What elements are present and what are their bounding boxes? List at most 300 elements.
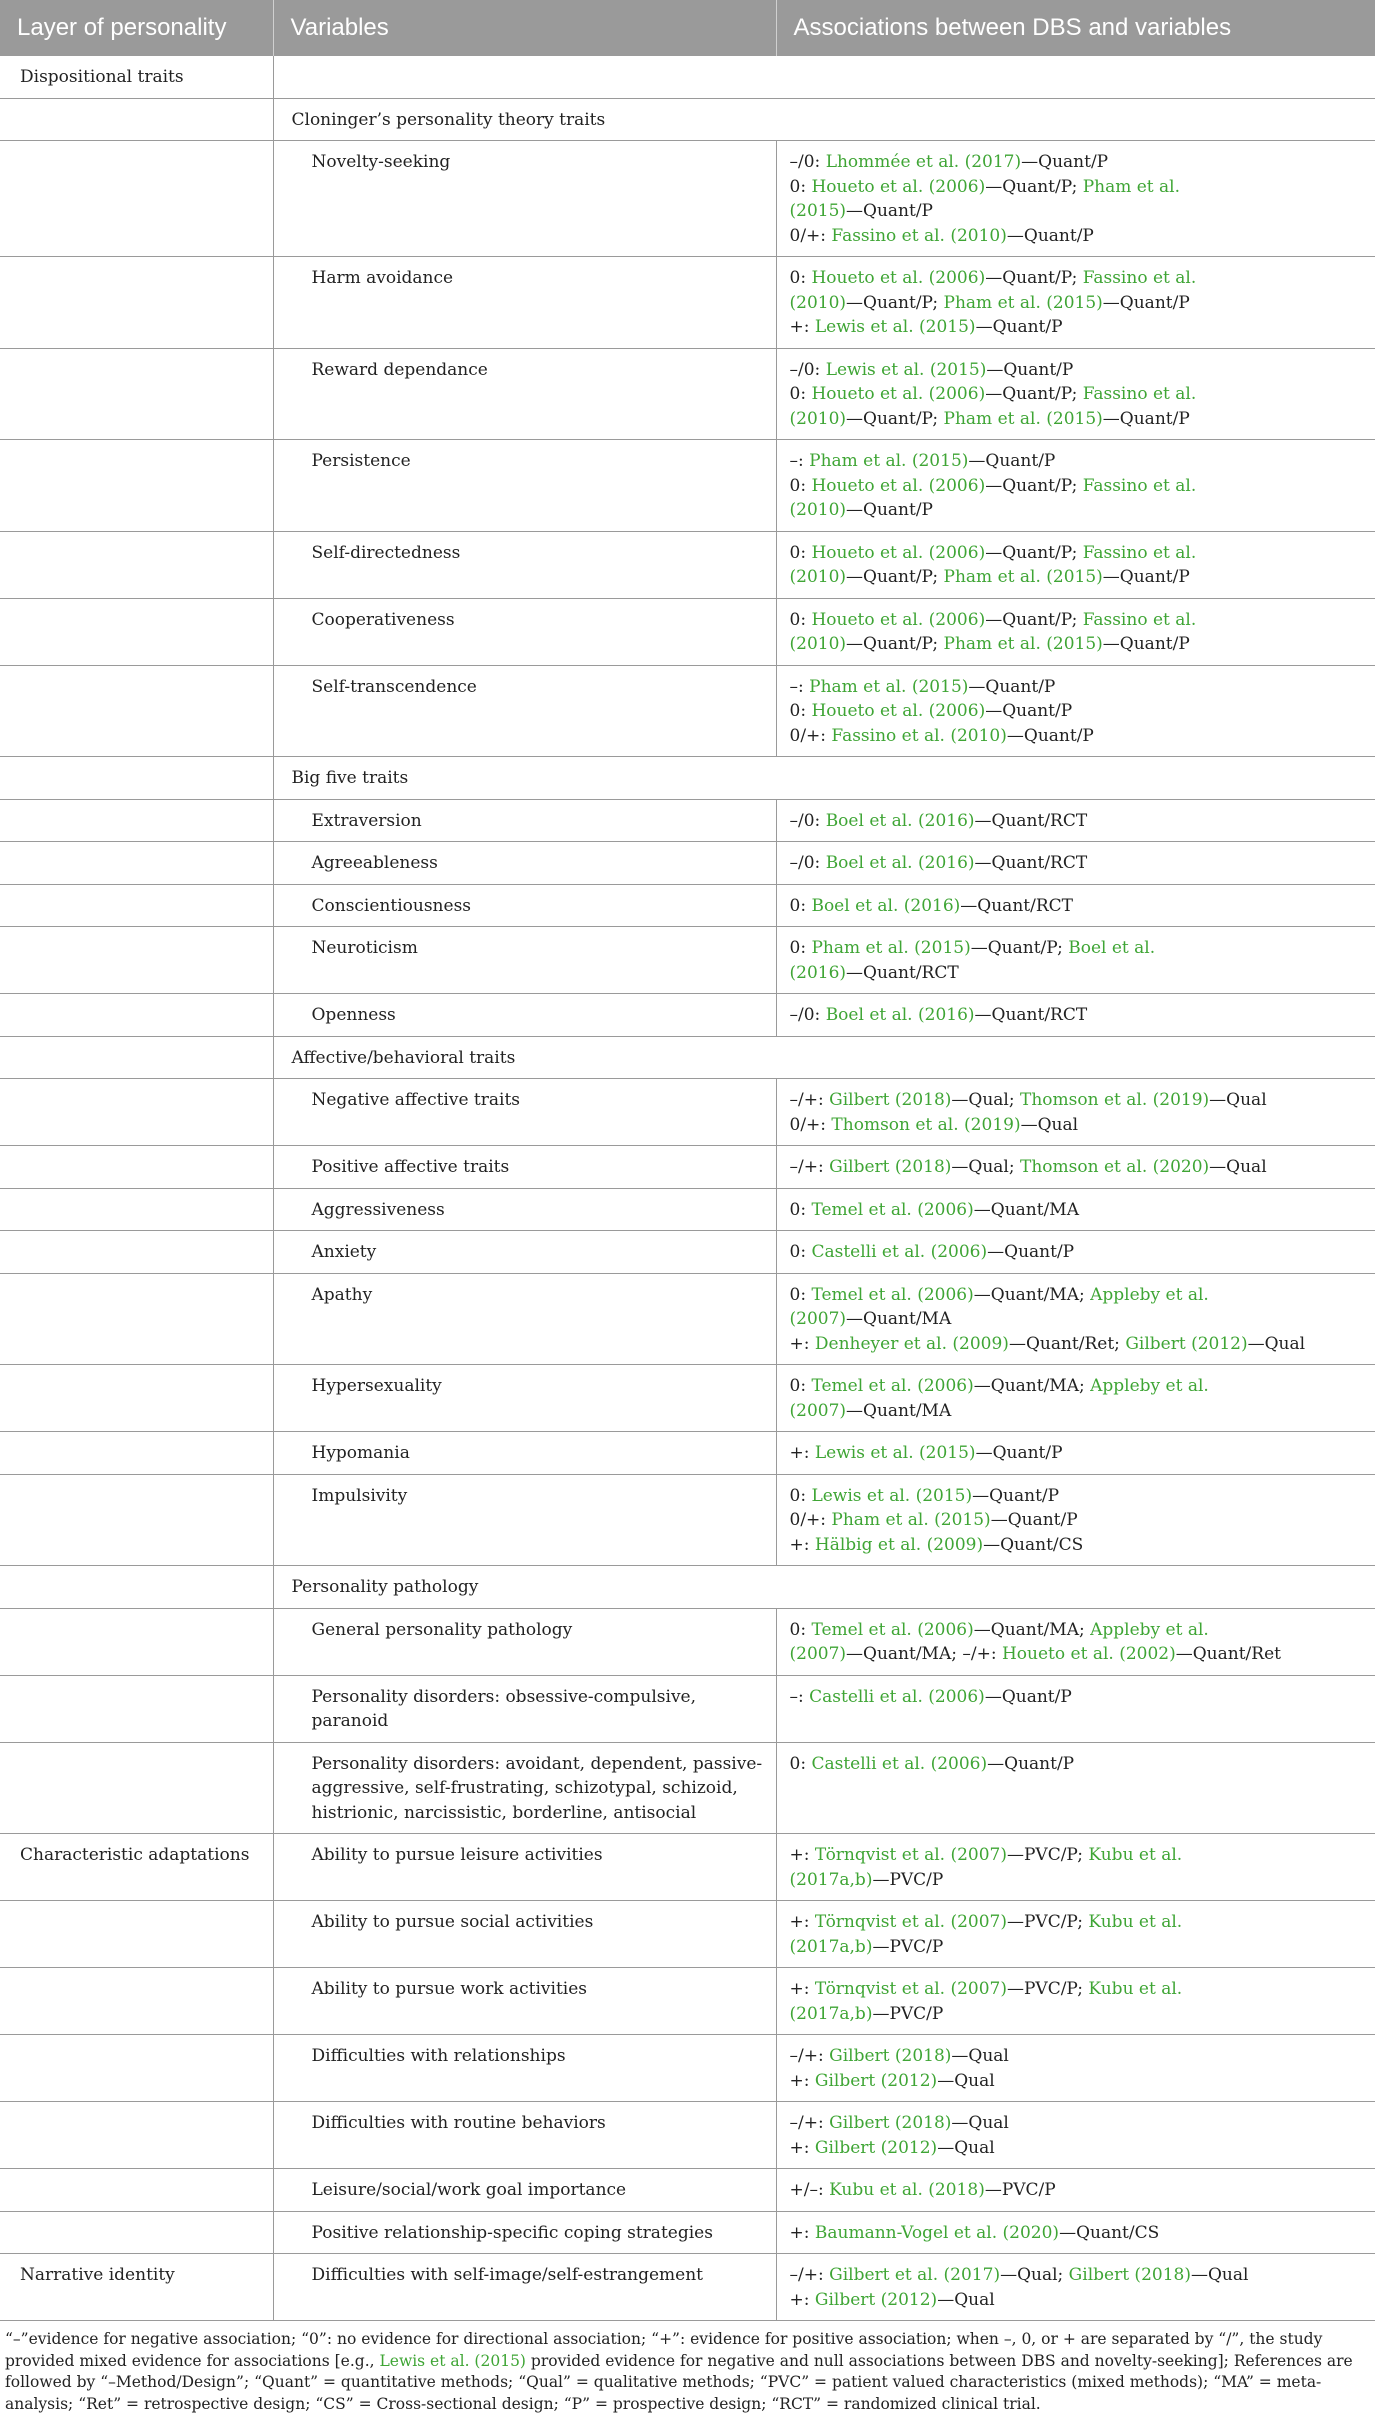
variable-cell: Extraversion <box>273 799 776 842</box>
variable-cell: Agreeableness <box>273 842 776 885</box>
citation-link[interactable]: (2017a,b) <box>789 1936 873 1957</box>
association-cell <box>776 2035 1375 2102</box>
association-line <box>790 150 1366 175</box>
association-cell <box>776 1231 1375 1274</box>
association-text: —Quant/RCT <box>960 895 1073 916</box>
association-text: —PVC/P <box>872 1936 944 1957</box>
association-text: —Quant/P <box>987 1242 1075 1262</box>
association-line <box>790 1113 1366 1138</box>
citation-link[interactable]: Castelli et al. (2006) <box>809 1686 985 1707</box>
table-row <box>0 799 1375 842</box>
association-text: —Quant/P <box>1102 408 1190 429</box>
association-text: —Qual <box>937 2289 995 2310</box>
association-line <box>790 1332 1366 1357</box>
table-row <box>0 2035 1375 2102</box>
table-row <box>0 1231 1375 1274</box>
citation-link[interactable]: Lewis et al. (2015) <box>814 1443 976 1463</box>
association-text: —Quant/P <box>846 201 933 221</box>
association-text: +: <box>789 2289 815 2310</box>
layer-cell <box>0 1608 273 1675</box>
layer-cell <box>0 531 273 598</box>
association-text: —Quant/Ret; <box>1008 1333 1126 1354</box>
association-text: +: <box>789 2222 815 2243</box>
variable-cell: Ability to pursue leisure activities <box>273 1834 776 1901</box>
association-line <box>790 498 1366 523</box>
citation-link[interactable]: Kubu et al. <box>1088 1912 1183 1932</box>
variable-cell: Hypersexuality <box>273 1365 776 1432</box>
table-row <box>0 2211 1375 2254</box>
citation-link[interactable]: (2017a,b) <box>789 2003 873 2024</box>
citation-link[interactable]: Houeto et al. (2006) <box>811 609 986 630</box>
association-text: —Quant/MA; <box>973 1619 1091 1640</box>
variable-cell: Self-directedness <box>273 531 776 598</box>
citation-link[interactable]: Boel et al. (2016) <box>825 810 975 831</box>
association-cell <box>776 1079 1375 1146</box>
association-line <box>790 407 1366 432</box>
layer-cell: Dispositional traits <box>0 56 273 99</box>
citation-link[interactable]: (2016) <box>789 962 847 983</box>
table-row <box>0 56 1375 99</box>
association-text: —Qual <box>1247 1333 1306 1354</box>
association-cell <box>776 1365 1375 1432</box>
association-line <box>790 2044 1366 2069</box>
association-line <box>790 1642 1366 1667</box>
citation-link[interactable]: Fassino et al. <box>1082 609 1197 630</box>
association-line <box>790 382 1366 407</box>
citation-link[interactable]: Houeto et al. (2006) <box>811 268 986 288</box>
citation-link[interactable]: Houeto et al. (2006) <box>811 542 986 563</box>
association-line <box>790 632 1366 657</box>
table-row <box>0 98 1375 141</box>
association-text: —Qual; <box>951 1157 1020 1177</box>
table-row <box>0 1188 1375 1231</box>
citation-link[interactable]: Törnqvist et al. (2007) <box>814 1845 1007 1865</box>
association-text: 0/+: <box>789 225 832 246</box>
citation-link[interactable]: Thomson et al. (2019) <box>1020 1090 1210 1110</box>
association-text: 0: <box>789 1753 812 1774</box>
association-cell <box>776 1608 1375 1675</box>
citation-link[interactable]: Kubu et al. (2018) <box>829 2180 985 2200</box>
citation-link[interactable]: (2010) <box>789 408 847 429</box>
citation-link[interactable]: Fassino et al. <box>1082 384 1197 404</box>
association-line <box>790 291 1366 316</box>
layer-cell <box>0 757 273 800</box>
layer-cell <box>0 348 273 440</box>
association-line <box>790 1155 1366 1180</box>
association-text: —Quant/P <box>1102 292 1190 313</box>
variable-cell: Leisure/social/work goal importance <box>273 2169 776 2212</box>
citation-link[interactable]: (2010) <box>789 567 847 587</box>
citation-link[interactable]: Fassino et al. <box>1082 542 1197 563</box>
association-text: 0: <box>789 268 812 288</box>
association-text: —Quant/Ret <box>1175 1644 1281 1664</box>
layer-cell <box>0 598 273 665</box>
table-header-row <box>0 0 1375 56</box>
citation-link[interactable]: Kubu et al. <box>1088 1845 1183 1865</box>
association-line <box>790 1843 1366 1868</box>
table-row <box>0 1273 1375 1365</box>
layer-cell: Narrative identity <box>0 2254 273 2321</box>
citation-link[interactable]: Pham et al. (2015) <box>943 292 1103 313</box>
citation-link[interactable]: Appleby et al. <box>1090 1284 1209 1305</box>
association-text: +: <box>789 1845 815 1865</box>
citation-link[interactable]: (2007) <box>789 1400 847 1421</box>
association-line <box>790 724 1366 749</box>
table-row <box>0 1901 1375 1968</box>
citation-link[interactable]: Törnqvist et al. (2007) <box>814 1912 1007 1932</box>
layer-cell <box>0 1231 273 1274</box>
association-text: —Qual; <box>1000 2265 1069 2285</box>
association-text: –/0: <box>789 152 826 172</box>
citation-link[interactable]: Gilbert (2012) <box>1125 1333 1248 1354</box>
association-text: —Quant/P; <box>846 408 944 429</box>
association-line <box>790 199 1366 224</box>
layer-cell <box>0 842 273 885</box>
citation-link[interactable]: Pham et al. (2015) <box>943 634 1103 654</box>
association-text: –/+: <box>789 2046 830 2066</box>
association-text: –: <box>789 676 810 697</box>
citation-link[interactable]: Pham et al. (2015) <box>809 451 969 471</box>
table-row <box>0 257 1375 349</box>
association-line <box>790 851 1366 876</box>
layer-cell <box>0 1901 273 1968</box>
citation-link[interactable]: (2010) <box>789 634 847 654</box>
association-text: —Qual <box>1020 1114 1079 1135</box>
citation-link[interactable]: (2010) <box>789 500 847 520</box>
citation-link[interactable]: Lewis et al. (2015) <box>811 1485 973 1506</box>
association-text: +: <box>789 1333 815 1354</box>
citation-link[interactable]: Kubu et al. <box>1088 1979 1183 1999</box>
association-line <box>790 1533 1366 1558</box>
variable-cell: Persistence <box>273 440 776 532</box>
citation-link[interactable]: Gilbert (2018) <box>1068 2265 1191 2285</box>
layer-cell <box>0 1432 273 1475</box>
citation-link[interactable]: Temel et al. (2006) <box>811 1284 974 1305</box>
citation-link[interactable]: Appleby et al. <box>1090 1619 1209 1640</box>
layer-cell <box>0 1365 273 1432</box>
association-text: —Quant/P <box>990 1510 1078 1530</box>
association-line <box>790 175 1366 200</box>
association-text: —PVC/P; <box>1006 1845 1089 1865</box>
layer-cell <box>0 1273 273 1365</box>
association-text: —Quant/RCT <box>974 810 1088 831</box>
association-cell <box>776 598 1375 665</box>
association-cell <box>776 1273 1375 1365</box>
association-line <box>790 1868 1366 1893</box>
citation-link[interactable]: Pham et al. (2015) <box>831 1510 991 1530</box>
association-text: —Qual <box>937 2137 995 2158</box>
layer-cell <box>0 98 273 141</box>
association-text: 0: <box>789 176 812 197</box>
category-cell: Cloninger’s personality theory traits <box>273 98 1375 141</box>
association-text: —Quant/CS <box>1059 2222 1160 2243</box>
citation-link[interactable]: Boel et al. <box>1068 938 1156 958</box>
table-row <box>0 1474 1375 1566</box>
citation-link[interactable]: Fassino et al. (2010) <box>831 725 1007 746</box>
citation-link[interactable]: Boel et al. (2016) <box>811 895 961 916</box>
citation-link[interactable]: Boel et al. (2016) <box>825 853 975 873</box>
association-line <box>790 565 1366 590</box>
table-row <box>0 884 1375 927</box>
citation-link[interactable]: Törnqvist et al. (2007) <box>814 1979 1007 1999</box>
layer-cell <box>0 1474 273 1566</box>
variable-cell: Positive relationship-specific coping strategies <box>273 2211 776 2254</box>
association-text: +: <box>789 1443 815 1463</box>
table-row <box>0 1675 1375 1742</box>
association-text: —Qual <box>937 2070 995 2091</box>
citation-link[interactable]: Denheyer et al. (2009) <box>814 1333 1009 1354</box>
citation-link[interactable]: Temel et al. (2006) <box>811 1619 974 1640</box>
association-line <box>790 2288 1366 2313</box>
citation-link[interactable]: Gilbert (2012) <box>814 2070 938 2091</box>
citation-link[interactable]: Houeto et al. (2006) <box>811 701 986 721</box>
association-text: 0: <box>789 938 812 958</box>
variable-cell: Reward dependance <box>273 348 776 440</box>
association-text: +: <box>789 1979 815 1999</box>
association-cell <box>776 2169 1375 2212</box>
citation-link[interactable]: Gilbert (2012) <box>814 2289 938 2310</box>
citation-link[interactable]: Temel et al. (2006) <box>811 1199 974 1220</box>
layer-cell <box>0 1742 273 1834</box>
citation-link[interactable]: Gilbert (2018) <box>829 2113 952 2133</box>
citation-link[interactable]: (2017a,b) <box>789 1869 873 1890</box>
citation-link[interactable]: Appleby et al. <box>1090 1376 1209 1396</box>
association-text: 0: <box>789 895 812 916</box>
citation-link[interactable]: Houeto et al. (2006) <box>811 176 986 197</box>
association-cell <box>776 2254 1375 2321</box>
category-cell: Affective/behavioral traits <box>273 1036 1375 1079</box>
citation-link[interactable]: Gilbert et al. (2017) <box>829 2265 1001 2285</box>
association-text: —Quant/P <box>1006 725 1094 746</box>
table-row <box>0 2169 1375 2212</box>
association-text: —PVC/P; <box>1006 1912 1089 1932</box>
association-text: 0: <box>789 1242 812 1262</box>
association-text: —Quant/RCT <box>846 962 959 983</box>
variable-cell: Personality disorders: obsessive-compulsive, paranoid <box>273 1675 776 1742</box>
citation-link[interactable]: Houeto et al. (2006) <box>811 475 986 496</box>
citation-link[interactable]: Lewis et al. (2015) <box>825 359 987 380</box>
citation-link[interactable]: Pham et al. <box>1082 176 1181 197</box>
association-text: —Quant/MA; <box>973 1284 1091 1305</box>
table-row <box>0 1036 1375 1079</box>
association-text: —Quant/MA; –/+: <box>846 1644 1002 1664</box>
association-cell <box>776 440 1375 532</box>
layer-cell <box>0 440 273 532</box>
variable-cell: General personality pathology <box>273 1608 776 1675</box>
citation-link[interactable]: Gilbert (2018) <box>829 1157 952 1177</box>
association-text: —PVC/P; <box>1006 1979 1089 1999</box>
citation-link[interactable]: Fassino et al. (2010) <box>831 225 1007 246</box>
association-line <box>790 961 1366 986</box>
association-line <box>790 1374 1366 1399</box>
association-line <box>790 1003 1366 1028</box>
header-layer: Layer of personality <box>0 0 273 56</box>
association-text: 0/+: <box>789 725 832 746</box>
category-cell: Personality pathology <box>273 1566 1375 1609</box>
association-text: —Qual <box>951 2046 1009 2066</box>
association-text: —Quant/RCT <box>974 1005 1088 1025</box>
association-cell <box>776 257 1375 349</box>
citation-link[interactable]: Castelli et al. (2006) <box>811 1753 988 1774</box>
association-text: 0: <box>789 1199 812 1220</box>
layer-cell <box>0 927 273 994</box>
layer-cell <box>0 665 273 757</box>
citation-link[interactable]: Castelli et al. (2006) <box>811 1242 988 1262</box>
variable-cell: Aggressiveness <box>273 1188 776 1231</box>
association-text: –/0: <box>789 853 826 873</box>
association-cell <box>776 1188 1375 1231</box>
association-line <box>790 894 1366 919</box>
citation-link[interactable]: Boel et al. (2016) <box>825 1005 975 1025</box>
citation-link[interactable]: Temel et al. (2006) <box>811 1376 974 1396</box>
association-text: —PVC/P <box>984 2180 1056 2200</box>
table-row <box>0 1608 1375 1675</box>
association-cell <box>776 348 1375 440</box>
association-text: —Quant/P <box>1102 634 1190 654</box>
association-text: —Quant/CS <box>983 1534 1084 1555</box>
table-row <box>0 141 1375 257</box>
association-text: —Quant/P; <box>985 475 1083 496</box>
association-text: —Quant/P <box>846 500 933 520</box>
citation-link[interactable]: Gilbert (2018) <box>829 1090 952 1110</box>
citation-link[interactable]: Thomson et al. (2019) <box>831 1114 1021 1135</box>
association-text: —Quant/P; <box>846 634 944 654</box>
association-text: —Quant/P <box>1102 567 1190 587</box>
citation-link[interactable]: Gilbert (2012) <box>814 2137 938 2158</box>
association-line <box>790 224 1366 249</box>
variable-cell: Harm avoidance <box>273 257 776 349</box>
variable-cell: Negative affective traits <box>273 1079 776 1146</box>
association-cell <box>776 531 1375 598</box>
association-text: —Quant/P; <box>985 268 1083 288</box>
association-line <box>790 1752 1366 1777</box>
association-text: —Quant/P <box>968 676 1056 697</box>
citation-link[interactable]: Houeto et al. (2006) <box>811 384 986 404</box>
citation-link[interactable]: Baumann-Vogel et al. (2020) <box>814 2222 1060 2243</box>
layer-cell <box>0 257 273 349</box>
association-text: –/0: <box>789 359 826 380</box>
association-cell <box>776 994 1375 1037</box>
association-text: —Quant/P <box>975 1443 1063 1463</box>
variable-cell: Apathy <box>273 1273 776 1365</box>
citation-link[interactable]: Thomson et al. (2020) <box>1020 1157 1210 1177</box>
header-variables: Variables <box>273 0 776 56</box>
association-line <box>790 358 1366 383</box>
association-text: –/0: <box>789 1005 826 1025</box>
layer-cell <box>0 2102 273 2169</box>
association-text: —Quant/P <box>1006 225 1094 246</box>
association-text: —Quant/P <box>984 1686 1072 1707</box>
variable-cell: Difficulties with self-image/self-estrangement <box>273 2254 776 2321</box>
layer-cell <box>0 2211 273 2254</box>
layer-cell <box>0 1036 273 1079</box>
association-text: +: <box>789 1534 815 1555</box>
association-line <box>790 541 1366 566</box>
table-row <box>0 2102 1375 2169</box>
layer-cell <box>0 2169 273 2212</box>
association-line <box>790 936 1366 961</box>
citation-link[interactable]: Lewis et al. (2015) <box>814 317 976 337</box>
citation-link[interactable]: Pham et al. (2015) <box>811 938 971 958</box>
citation-link[interactable]: Gilbert (2018) <box>829 2046 952 2066</box>
association-line <box>790 699 1366 724</box>
association-cell <box>776 1432 1375 1475</box>
association-text: –/+: <box>789 1090 830 1110</box>
association-text: —Quant/P; <box>846 292 944 313</box>
association-text: —Quant/MA <box>846 1400 952 1421</box>
layer-cell: Characteristic adaptations <box>0 1834 273 1901</box>
association-cell <box>776 842 1375 885</box>
citation-link[interactable]: Pham et al. (2015) <box>943 567 1103 587</box>
association-text: 0: <box>789 1619 812 1640</box>
citation-link[interactable]: (2007) <box>789 1644 847 1664</box>
citation-link[interactable]: (2015) <box>789 201 847 221</box>
association-text: –: <box>789 1686 810 1707</box>
citation-link[interactable]: Lewis et al. (2015) <box>379 2351 526 2370</box>
association-cell <box>776 141 1375 257</box>
association-text: —Quant/MA <box>846 1309 952 1329</box>
association-text: –/+: <box>789 2113 830 2133</box>
association-text: +: <box>789 2070 815 2091</box>
association-line <box>790 1441 1366 1466</box>
table-row <box>0 757 1375 800</box>
association-text: —Quant/RCT <box>974 853 1088 873</box>
association-line <box>790 1935 1366 1960</box>
footnote-text: provided evidence for negative and null associations between DBS and novelty-seeking]; References are followed by “–Method/Design”; “Quant” = quantitative methods; “Qual” = qualitative methods; “PVC” = patient valued characteristics (mixed methods); “MA” = meta-analysis; “Ret” = retrospective design; “CS” = Cross-sectional design; “P” = prospective design; “RCT” = randomized clinical trial. <box>5 2351 1353 2413</box>
association-line <box>790 1240 1366 1265</box>
association-text: 0: <box>789 1284 812 1305</box>
citation-link[interactable]: Houeto et al. (2002) <box>1001 1644 1176 1664</box>
citation-link[interactable]: Fassino et al. <box>1082 268 1197 288</box>
citation-link[interactable]: Fassino et al. <box>1082 475 1197 496</box>
variable-cell: Novelty-seeking <box>273 141 776 257</box>
association-line <box>790 474 1366 499</box>
footnote-text: “–”evidence for negative association; “0”: no evidence for directional association; “+”: evidence for positive association; when –, 0, or + are separated by “/”, the study provided mixed evidence for associations [e.g., <box>5 2330 1323 2370</box>
association-text: —Quant/P; <box>985 384 1083 404</box>
citation-link[interactable]: (2007) <box>789 1309 847 1329</box>
association-cell <box>776 884 1375 927</box>
association-text: 0: <box>789 1485 812 1506</box>
association-line <box>790 266 1366 291</box>
citation-link[interactable]: (2010) <box>789 292 847 313</box>
table-row <box>0 1079 1375 1146</box>
association-line <box>790 315 1366 340</box>
citation-link[interactable]: Pham et al. (2015) <box>809 676 969 697</box>
variable-cell <box>273 56 1375 99</box>
citation-link[interactable]: Pham et al. (2015) <box>943 408 1103 429</box>
table-row <box>0 927 1375 994</box>
category-cell: Big five traits <box>273 757 1375 800</box>
table-row <box>0 1834 1375 1901</box>
association-text: —Qual <box>1209 1090 1267 1110</box>
association-text: —PVC/P <box>872 2003 944 2024</box>
association-text: 0: <box>789 1376 812 1396</box>
association-text: 0: <box>789 542 812 563</box>
table-row <box>0 1742 1375 1834</box>
association-text: 0/+: <box>789 1510 832 1530</box>
association-line <box>790 1508 1366 1533</box>
association-line <box>790 2069 1366 2094</box>
association-text: —Quant/P <box>986 359 1074 380</box>
layer-cell <box>0 1079 273 1146</box>
layer-cell <box>0 2035 273 2102</box>
citation-link[interactable]: Hälbig et al. (2009) <box>814 1534 984 1555</box>
association-cell <box>776 1901 1375 1968</box>
citation-link[interactable]: Lhommée et al. (2017) <box>825 152 1022 172</box>
association-line <box>790 1685 1366 1710</box>
association-text: 0: <box>789 475 812 496</box>
association-line <box>790 449 1366 474</box>
